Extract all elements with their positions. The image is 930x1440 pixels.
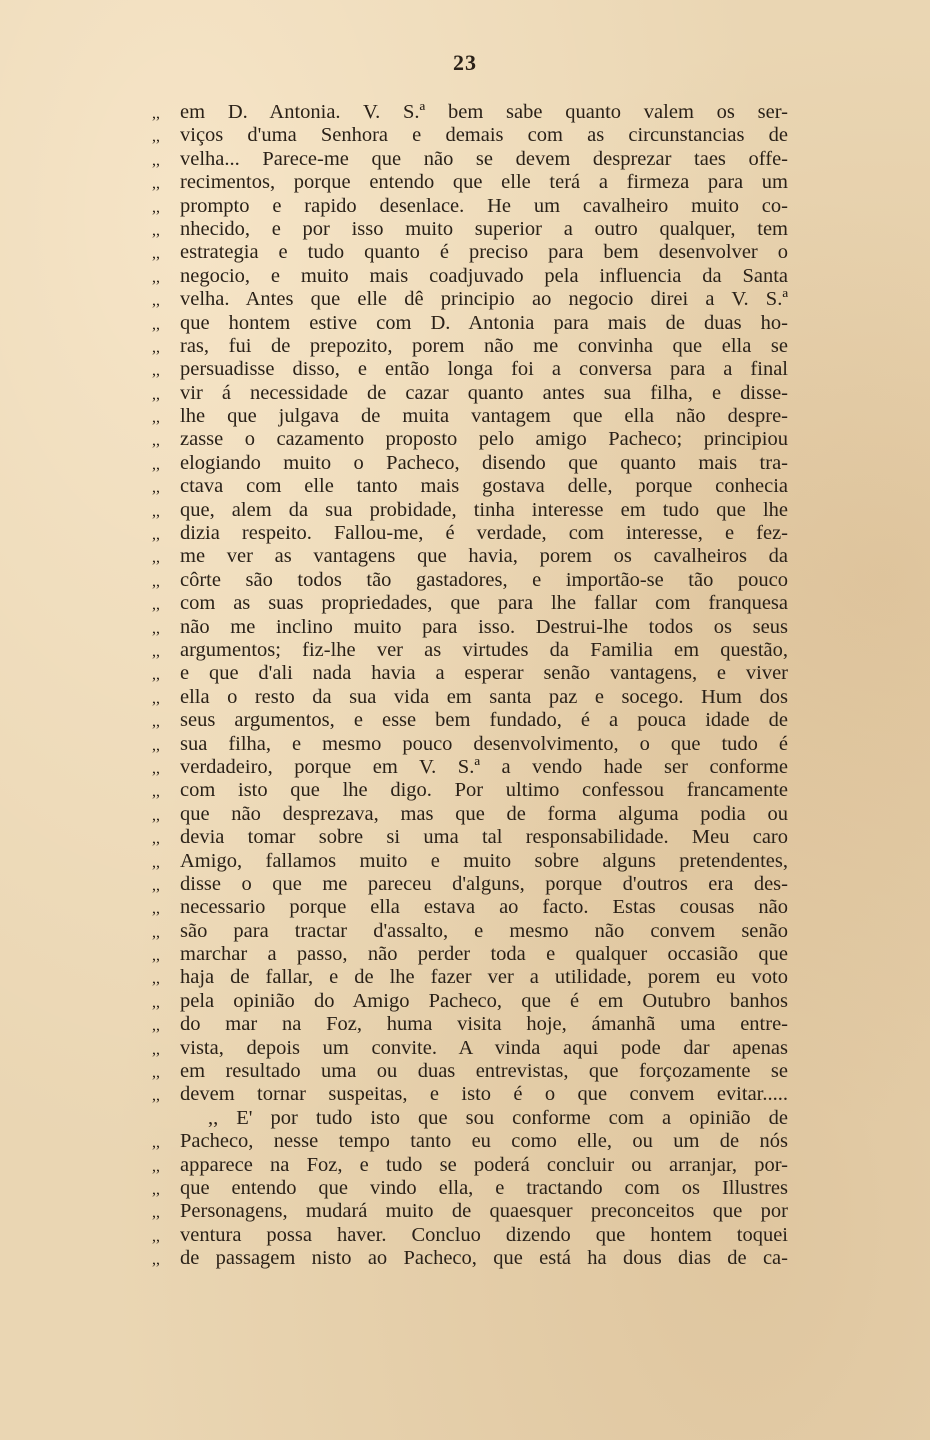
line-text: viços d'uma Senhora e demais com as circunstancias de: [180, 124, 788, 147]
text-line: [152, 499, 788, 522]
text-line: [152, 966, 788, 989]
line-text: de passagem nisto ao Pacheco, que está ha dous dias de ca-: [180, 1247, 788, 1270]
quote-mark: ,,: [152, 1251, 160, 1269]
quote-mark: ,,: [152, 619, 160, 637]
line-text: Amigo, fallamos muito e muito sobre alguns pretendentes,: [180, 849, 788, 872]
line-text: haja de fallar, e de lhe fazer ver a utilidade, porem eu voto: [180, 966, 788, 989]
quote-mark: ,,: [152, 315, 160, 333]
quote-mark: ,,: [152, 409, 160, 427]
quote-mark: ,,: [152, 876, 160, 894]
body-text: [152, 101, 788, 1271]
quote-mark: ,,: [152, 1064, 160, 1082]
line-text: nhecido, e por isso muito superior a outro qualquer, tem: [180, 217, 788, 240]
quote-mark: ,,: [152, 432, 160, 450]
text-line: [152, 218, 788, 241]
text-line: [152, 896, 788, 919]
line-text: zasse o cazamento proposto pelo amigo Pacheco; principiou: [180, 428, 788, 451]
line-text: recimentos, porque entendo que elle terá a firmeza para um: [180, 171, 788, 194]
text-line: [152, 756, 788, 779]
text-line: [152, 873, 788, 896]
quote-mark: ,,: [152, 526, 160, 544]
line-text: em resultado uma ou duas entrevistas, que forçozamente se: [180, 1060, 788, 1083]
quote-mark: ,,: [152, 245, 160, 263]
text-line: [152, 1130, 788, 1153]
line-text: em D. Antonia. V. S.ª bem sabe quanto valem os ser-: [180, 101, 788, 123]
text-line: [152, 382, 788, 405]
text-line: [152, 241, 788, 264]
quote-mark: ,,: [152, 151, 160, 169]
line-text: negocio, e muito mais coadjuvado pela influencia da Santa: [180, 264, 788, 287]
text-line: [152, 990, 788, 1013]
text-line: [152, 1247, 788, 1270]
text-line: [152, 1037, 788, 1060]
quote-mark: ,,: [152, 502, 160, 520]
text-line: [152, 686, 788, 709]
line-text: não me inclino muito para isso. Destrui-lhe todos os seus: [180, 615, 788, 638]
quote-mark: ,,: [152, 713, 160, 731]
text-line: [152, 662, 788, 685]
line-text: apparece na Foz, e tudo se poderá concluir ou arranjar, por-: [180, 1153, 788, 1176]
quote-mark: ,,: [152, 1134, 160, 1152]
text-line: [152, 171, 788, 194]
line-text: necessario porque ella estava ao facto. Estas cousas não: [180, 896, 788, 919]
text-line: [152, 265, 788, 288]
quote-mark: ,,: [152, 221, 160, 239]
line-text: com as suas propriedades, que para lhe fallar com franquesa: [180, 592, 788, 615]
text-line: [152, 569, 788, 592]
quote-mark: ,,: [152, 642, 160, 660]
line-text: que hontem estive com D. Antonia para mais de duas ho-: [180, 311, 788, 334]
quote-mark: ,,: [152, 853, 160, 871]
quote-mark: ,,: [152, 1204, 160, 1222]
line-text: dizia respeito. Fallou-me, é verdade, com interesse, e fez-: [180, 522, 788, 545]
line-text: e que d'ali nada havia a esperar senão vantagens, e viver: [180, 662, 788, 685]
quote-mark: ,,: [152, 759, 160, 777]
text-line: [152, 1013, 788, 1036]
text-line: [152, 288, 788, 311]
line-text: elogiando muito o Pacheco, disendo que quanto mais tra-: [180, 451, 788, 474]
text-line: [152, 616, 788, 639]
line-text: devia tomar sobre si uma tal responsabilidade. Meu caro: [180, 826, 788, 849]
quote-mark: ,,: [152, 292, 160, 310]
line-text: do mar na Foz, huma visita hoje, ámanhã uma entre-: [180, 1013, 788, 1036]
line-text: ctava com elle tanto mais gostava delle, porque conhecia: [180, 475, 788, 498]
quote-mark: ,,: [152, 1017, 160, 1035]
line-text: devem tornar suspeitas, e isto é o que convem evitar.....: [180, 1083, 788, 1106]
line-text: marchar a passo, não perder toda e qualquer occasião que: [180, 943, 788, 966]
text-line: [152, 522, 788, 545]
quote-mark: ,,: [152, 198, 160, 216]
quote-mark: ,,: [152, 338, 160, 356]
quote-mark: ,,: [152, 830, 160, 848]
text-line: [152, 1224, 788, 1247]
quote-mark: ,,: [152, 455, 160, 473]
line-text: prompto e rapido desenlace. He um cavalheiro muito co-: [180, 194, 788, 217]
text-line: [152, 335, 788, 358]
line-text: disse o que me pareceu d'alguns, porque d'outros era des-: [180, 872, 788, 895]
text-line: [152, 1177, 788, 1200]
text-line: [152, 803, 788, 826]
line-text: lhe que julgava de muita vantagem que ella não despre-: [180, 405, 788, 428]
line-text: vista, depois um convite. A vinda aqui pode dar apenas: [180, 1036, 788, 1059]
line-text: ras, fui de prepozito, porem não me convinha que ella se: [180, 334, 788, 357]
text-line: [152, 1200, 788, 1223]
text-line: [152, 101, 788, 124]
text-line: [152, 312, 788, 335]
text-line: [152, 592, 788, 615]
text-line: [152, 639, 788, 662]
quote-mark: ,,: [152, 596, 160, 614]
quote-mark: ,,: [152, 362, 160, 380]
line-text: pela opinião do Amigo Pacheco, que é em Outubro banhos: [180, 989, 788, 1012]
line-text: verdadeiro, porque em V. S.ª a vendo hade ser conforme: [180, 755, 788, 778]
line-text: estrategia e tudo quanto é preciso para bem desenvolver o: [180, 241, 788, 264]
line-text: velha. Antes que elle dê principio ao negocio direi a V. S.ª: [180, 288, 788, 311]
quote-mark: ,,: [152, 128, 160, 146]
quote-mark: ,,: [152, 736, 160, 754]
line-text: velha... Parece-me que não se devem desprezar taes offe-: [180, 147, 788, 170]
line-text: que não desprezava, mas que de forma alguma podia ou: [180, 802, 788, 825]
line-text: sua filha, e mesmo pouco desenvolvimento, o que tudo é: [180, 732, 788, 755]
line-text: Personagens, mudará muito de quaesquer preconceitos que por: [180, 1200, 788, 1223]
quote-mark: ,,: [152, 549, 160, 567]
quote-mark: ,,: [152, 947, 160, 965]
text-line: [152, 428, 788, 451]
text-line: [152, 733, 788, 756]
quote-mark: ,,: [152, 1157, 160, 1175]
line-text: argumentos; fiz-lhe ver as virtudes da Familia em questão,: [180, 638, 788, 661]
text-line: [152, 779, 788, 802]
quote-mark: ,,: [152, 970, 160, 988]
text-line: [152, 358, 788, 381]
quote-mark: ,,: [152, 993, 160, 1011]
line-text: ventura possa haver. Concluo dizendo que hontem toquei: [180, 1223, 788, 1246]
quote-mark: ,,: [152, 923, 160, 941]
page-number: 23: [453, 50, 477, 75]
line-text: com isto que lhe digo. Por ultimo confessou francamente: [180, 779, 788, 802]
quote-mark: ,,: [152, 479, 160, 497]
text-line: [152, 405, 788, 428]
text-line: [152, 124, 788, 147]
text-line: [152, 943, 788, 966]
line-text: ,, E' por tudo isto que sou conforme com a opinião de: [208, 1106, 788, 1129]
text-line: [152, 1083, 788, 1106]
line-text: persuadisse disso, e então longa foi a conversa para a final: [180, 358, 788, 381]
text-line: [152, 148, 788, 171]
quote-mark: ,,: [152, 1227, 160, 1245]
line-text: me ver as vantagens que havia, porem os cavalheiros da: [180, 545, 788, 568]
quote-mark: ,,: [152, 1087, 160, 1105]
text-line: [152, 1060, 788, 1083]
line-text: que, alem da sua probidade, tinha interesse em tudo que lhe: [180, 498, 788, 521]
text-line: [152, 475, 788, 498]
line-text: côrte são todos tão gastadores, e importão-se tão pouco: [180, 568, 788, 591]
text-line: [152, 709, 788, 732]
line-text: vir á necessidade de cazar quanto antes sua filha, e disse-: [180, 381, 788, 404]
text-line: [152, 452, 788, 475]
quote-mark: ,,: [152, 1040, 160, 1058]
text-line: [152, 1107, 788, 1130]
line-text: que entendo que vindo ella, e tractando com os Illustres: [180, 1176, 788, 1199]
quote-mark: ,,: [152, 783, 160, 801]
line-text: ella o resto da sua vida em santa paz e socego. Hum dos: [180, 685, 788, 708]
text-line: [152, 920, 788, 943]
quote-mark: ,,: [152, 572, 160, 590]
text-line: [152, 195, 788, 218]
quote-mark: ,,: [152, 666, 160, 684]
line-text: seus argumentos, e esse bem fundado, é a pouca idade de: [180, 709, 788, 732]
quote-mark: ,,: [152, 175, 160, 193]
quote-mark: ,,: [152, 1180, 160, 1198]
quote-mark: ,,: [152, 385, 160, 403]
text-line: [152, 826, 788, 849]
quote-mark: ,,: [152, 689, 160, 707]
text-line: [152, 545, 788, 568]
line-text: Pacheco, nesse tempo tanto eu como elle, ou um de nós: [180, 1130, 788, 1153]
text-line: [152, 1154, 788, 1177]
quote-mark: ,,: [152, 900, 160, 918]
line-text: são para tractar d'assalto, e mesmo não convem senão: [180, 919, 788, 942]
quote-mark: ,,: [152, 806, 160, 824]
quote-mark: ,,: [152, 268, 160, 286]
quote-mark: ,,: [152, 105, 160, 122]
text-line: [152, 850, 788, 873]
